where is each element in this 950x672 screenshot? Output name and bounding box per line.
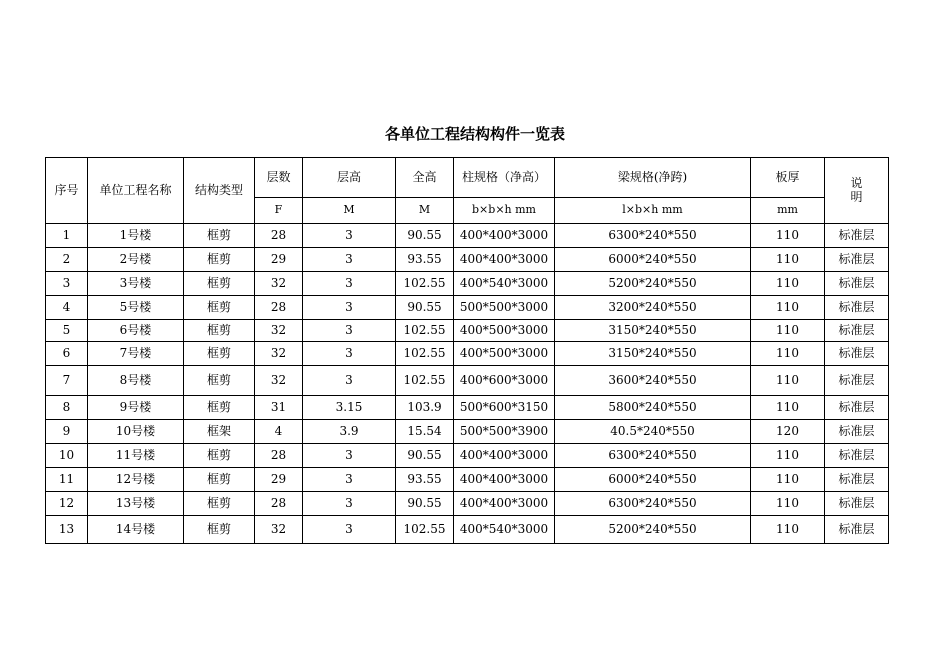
cell-floors: 28 bbox=[255, 444, 303, 468]
cell-beam-spec: 5800*240*550 bbox=[555, 396, 751, 420]
cell-name: 12号楼 bbox=[88, 468, 184, 492]
cell-beam-spec: 5200*240*550 bbox=[555, 516, 751, 544]
cell-slab: 110 bbox=[751, 342, 825, 366]
cell-total-height: 90.55 bbox=[396, 492, 454, 516]
cell-name: 9号楼 bbox=[88, 396, 184, 420]
cell-beam-spec: 6000*240*550 bbox=[555, 468, 751, 492]
cell-beam-spec: 3600*240*550 bbox=[555, 366, 751, 396]
cell-structure: 框剪 bbox=[184, 444, 255, 468]
cell-slab: 110 bbox=[751, 320, 825, 342]
cell-floor-height: 3 bbox=[303, 516, 396, 544]
table-row bbox=[46, 320, 889, 342]
cell-remark: 标准层 bbox=[825, 420, 889, 444]
cell-floors: 32 bbox=[255, 516, 303, 544]
cell-seq: 13 bbox=[46, 516, 88, 544]
header-floors: 层数 bbox=[255, 158, 303, 198]
cell-seq: 2 bbox=[46, 248, 88, 272]
cell-total-height: 90.55 bbox=[396, 444, 454, 468]
cell-total-height: 102.55 bbox=[396, 366, 454, 396]
header-structure: 结构类型 bbox=[184, 158, 255, 224]
cell-seq: 4 bbox=[46, 296, 88, 320]
header-column-spec: 柱规格（净高） bbox=[454, 158, 555, 198]
cell-slab: 110 bbox=[751, 366, 825, 396]
cell-slab: 110 bbox=[751, 296, 825, 320]
cell-floor-height: 3 bbox=[303, 366, 396, 396]
cell-total-height: 90.55 bbox=[396, 296, 454, 320]
cell-remark: 标准层 bbox=[825, 396, 889, 420]
cell-seq: 8 bbox=[46, 396, 88, 420]
cell-total-height: 15.54 bbox=[396, 420, 454, 444]
cell-beam-spec: 6000*240*550 bbox=[555, 248, 751, 272]
cell-slab: 110 bbox=[751, 516, 825, 544]
cell-slab: 110 bbox=[751, 492, 825, 516]
header-row bbox=[46, 158, 889, 198]
cell-structure: 框架 bbox=[184, 420, 255, 444]
cell-column-spec: 400*540*3000 bbox=[454, 516, 555, 544]
cell-name: 3号楼 bbox=[88, 272, 184, 296]
table-row bbox=[46, 366, 889, 396]
cell-remark: 标准层 bbox=[825, 468, 889, 492]
table-row bbox=[46, 516, 889, 544]
cell-structure: 框剪 bbox=[184, 342, 255, 366]
cell-column-spec: 400*500*3000 bbox=[454, 342, 555, 366]
cell-slab: 110 bbox=[751, 224, 825, 248]
cell-name: 11号楼 bbox=[88, 444, 184, 468]
cell-structure: 框剪 bbox=[184, 396, 255, 420]
table-row bbox=[46, 444, 889, 468]
cell-floor-height: 3 bbox=[303, 224, 396, 248]
cell-remark: 标准层 bbox=[825, 366, 889, 396]
cell-beam-spec: 6300*240*550 bbox=[555, 224, 751, 248]
cell-floor-height: 3.9 bbox=[303, 420, 396, 444]
cell-column-spec: 400*400*3000 bbox=[454, 444, 555, 468]
cell-total-height: 102.55 bbox=[396, 272, 454, 296]
cell-remark: 标准层 bbox=[825, 444, 889, 468]
cell-seq: 6 bbox=[46, 342, 88, 366]
cell-total-height: 102.55 bbox=[396, 320, 454, 342]
cell-floor-height: 3 bbox=[303, 296, 396, 320]
cell-column-spec: 400*400*3000 bbox=[454, 224, 555, 248]
cell-column-spec: 500*500*3900 bbox=[454, 420, 555, 444]
cell-total-height: 93.55 bbox=[396, 468, 454, 492]
cell-total-height: 93.55 bbox=[396, 248, 454, 272]
cell-seq: 3 bbox=[46, 272, 88, 296]
header-slab: 板厚 bbox=[751, 158, 825, 198]
table-row bbox=[46, 396, 889, 420]
cell-remark: 标准层 bbox=[825, 492, 889, 516]
unit-beam-spec: l×b×h mm bbox=[555, 198, 751, 224]
cell-seq: 1 bbox=[46, 224, 88, 248]
cell-floors: 32 bbox=[255, 366, 303, 396]
cell-floor-height: 3.15 bbox=[303, 396, 396, 420]
cell-name: 7号楼 bbox=[88, 342, 184, 366]
table-row bbox=[46, 420, 889, 444]
cell-seq: 9 bbox=[46, 420, 88, 444]
table-row bbox=[46, 224, 889, 248]
table-row bbox=[46, 248, 889, 272]
cell-floors: 28 bbox=[255, 296, 303, 320]
header-total-height: 全高 bbox=[396, 158, 454, 198]
unit-floor-height: M bbox=[303, 198, 396, 224]
cell-column-spec: 400*400*3000 bbox=[454, 492, 555, 516]
table-row bbox=[46, 468, 889, 492]
cell-remark: 标准层 bbox=[825, 272, 889, 296]
cell-remark: 标准层 bbox=[825, 516, 889, 544]
cell-column-spec: 400*400*3000 bbox=[454, 468, 555, 492]
unit-column-spec: b×b×h mm bbox=[454, 198, 555, 224]
cell-name: 1号楼 bbox=[88, 224, 184, 248]
cell-beam-spec: 3150*240*550 bbox=[555, 342, 751, 366]
cell-total-height: 102.55 bbox=[396, 342, 454, 366]
cell-beam-spec: 3200*240*550 bbox=[555, 296, 751, 320]
cell-floors: 29 bbox=[255, 248, 303, 272]
cell-floors: 4 bbox=[255, 420, 303, 444]
table-row bbox=[46, 272, 889, 296]
cell-total-height: 90.55 bbox=[396, 224, 454, 248]
cell-floor-height: 3 bbox=[303, 248, 396, 272]
cell-structure: 框剪 bbox=[184, 366, 255, 396]
cell-total-height: 103.9 bbox=[396, 396, 454, 420]
cell-name: 5号楼 bbox=[88, 296, 184, 320]
cell-floors: 28 bbox=[255, 224, 303, 248]
cell-beam-spec: 40.5*240*550 bbox=[555, 420, 751, 444]
cell-beam-spec: 3150*240*550 bbox=[555, 320, 751, 342]
header-name: 单位工程名称 bbox=[88, 158, 184, 224]
unit-floors: F bbox=[255, 198, 303, 224]
cell-floors: 32 bbox=[255, 342, 303, 366]
header-floor-height: 层高 bbox=[303, 158, 396, 198]
cell-slab: 110 bbox=[751, 468, 825, 492]
cell-floor-height: 3 bbox=[303, 492, 396, 516]
cell-column-spec: 400*600*3000 bbox=[454, 366, 555, 396]
cell-structure: 框剪 bbox=[184, 224, 255, 248]
header-beam-spec: 梁规格(净跨) bbox=[555, 158, 751, 198]
header-remark: 说 明 bbox=[825, 158, 889, 224]
cell-beam-spec: 6300*240*550 bbox=[555, 444, 751, 468]
cell-seq: 5 bbox=[46, 320, 88, 342]
cell-slab: 110 bbox=[751, 248, 825, 272]
cell-floor-height: 3 bbox=[303, 342, 396, 366]
cell-column-spec: 400*400*3000 bbox=[454, 248, 555, 272]
cell-name: 8号楼 bbox=[88, 366, 184, 396]
cell-remark: 标准层 bbox=[825, 248, 889, 272]
cell-floors: 28 bbox=[255, 492, 303, 516]
cell-structure: 框剪 bbox=[184, 272, 255, 296]
cell-name: 10号楼 bbox=[88, 420, 184, 444]
cell-floor-height: 3 bbox=[303, 320, 396, 342]
unit-slab: mm bbox=[751, 198, 825, 224]
document-title: 各单位工程结构构件一览表 bbox=[384, 125, 565, 143]
cell-remark: 标准层 bbox=[825, 296, 889, 320]
table-row bbox=[46, 296, 889, 320]
table-row bbox=[46, 492, 889, 516]
cell-floors: 32 bbox=[255, 272, 303, 296]
cell-remark: 标准层 bbox=[825, 342, 889, 366]
cell-beam-spec: 6300*240*550 bbox=[555, 492, 751, 516]
unit-total-height: M bbox=[396, 198, 454, 224]
cell-column-spec: 500*600*3150 bbox=[454, 396, 555, 420]
cell-structure: 框剪 bbox=[184, 468, 255, 492]
cell-slab: 120 bbox=[751, 420, 825, 444]
cell-column-spec: 500*500*3000 bbox=[454, 296, 555, 320]
cell-name: 14号楼 bbox=[88, 516, 184, 544]
cell-floor-height: 3 bbox=[303, 468, 396, 492]
cell-beam-spec: 5200*240*550 bbox=[555, 272, 751, 296]
cell-floor-height: 3 bbox=[303, 444, 396, 468]
cell-seq: 11 bbox=[46, 468, 88, 492]
cell-structure: 框剪 bbox=[184, 248, 255, 272]
cell-floor-height: 3 bbox=[303, 272, 396, 296]
cell-structure: 框剪 bbox=[184, 296, 255, 320]
table-row bbox=[46, 342, 889, 366]
cell-column-spec: 400*500*3000 bbox=[454, 320, 555, 342]
cell-structure: 框剪 bbox=[184, 492, 255, 516]
cell-structure: 框剪 bbox=[184, 320, 255, 342]
cell-seq: 7 bbox=[46, 366, 88, 396]
structure-components-table bbox=[45, 157, 889, 544]
cell-total-height: 102.55 bbox=[396, 516, 454, 544]
cell-name: 13号楼 bbox=[88, 492, 184, 516]
cell-name: 6号楼 bbox=[88, 320, 184, 342]
cell-floors: 29 bbox=[255, 468, 303, 492]
cell-slab: 110 bbox=[751, 396, 825, 420]
cell-slab: 110 bbox=[751, 444, 825, 468]
cell-name: 2号楼 bbox=[88, 248, 184, 272]
cell-seq: 12 bbox=[46, 492, 88, 516]
cell-slab: 110 bbox=[751, 272, 825, 296]
cell-remark: 标准层 bbox=[825, 224, 889, 248]
cell-floors: 32 bbox=[255, 320, 303, 342]
cell-structure: 框剪 bbox=[184, 516, 255, 544]
cell-remark: 标准层 bbox=[825, 320, 889, 342]
cell-floors: 31 bbox=[255, 396, 303, 420]
cell-column-spec: 400*540*3000 bbox=[454, 272, 555, 296]
table-body bbox=[46, 224, 889, 544]
cell-seq: 10 bbox=[46, 444, 88, 468]
header-seq: 序号 bbox=[46, 158, 88, 224]
